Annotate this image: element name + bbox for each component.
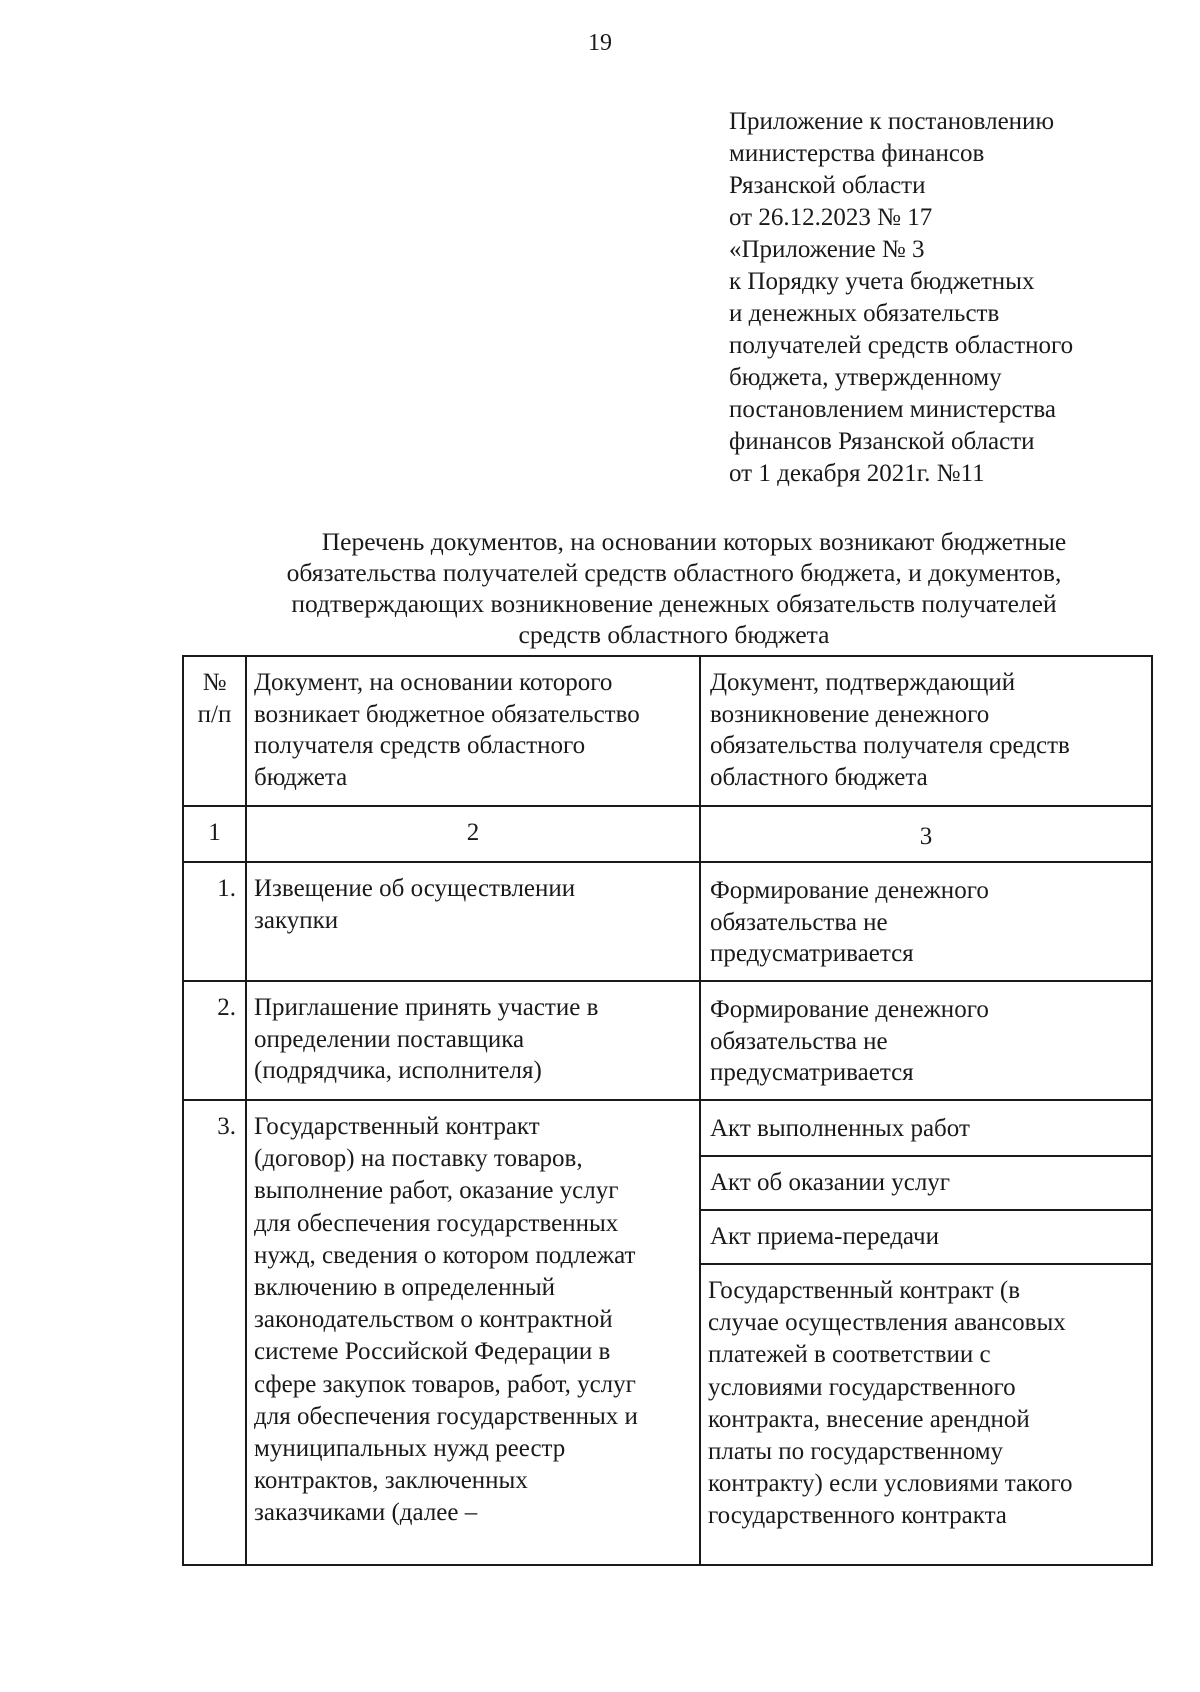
row-document [254, 1111, 638, 1530]
appendix-line: к Порядку учета бюджетных [729, 268, 1035, 295]
table-border [182, 980, 1153, 982]
table-border [245, 655, 247, 1566]
appendix-line: от 26.12.2023 № 17 [729, 204, 933, 231]
cell-text: контракту) если условиями такого [708, 1470, 1073, 1498]
appendix-line: и денежных обязательств [729, 300, 1000, 327]
cell-text: платежей в соответствии с [708, 1341, 991, 1369]
cell-text: Формирование денежного [710, 877, 989, 904]
table-border [699, 655, 701, 1566]
title-line: обязательства получателей средств областного бюджета, и документов, [286, 558, 1062, 587]
appendix-line: бюджета, утвержденному [729, 364, 1002, 391]
cell-text: условиями государственного [708, 1373, 1016, 1401]
document-title [214, 526, 1134, 650]
header-number [184, 667, 245, 731]
row-confirmation [710, 1113, 970, 1145]
cell-text: предусматривается [710, 940, 914, 967]
cell-text: (договор) на поставку товаров, [254, 1145, 583, 1173]
table-border [182, 805, 1153, 807]
header-confirmation [710, 667, 1070, 793]
cell-text: платы по государственному [708, 1438, 1004, 1466]
header-text: п/п [197, 701, 232, 728]
cell-text: муниципальных нужд реестр [254, 1435, 566, 1463]
header-text: № [202, 669, 227, 696]
row-number: 1. [217, 875, 236, 902]
cell-text: контракта, внесение арендной [708, 1405, 1030, 1433]
header-text: Документ, на основании которого [254, 669, 613, 696]
header-text: возникает бюджетное обязательство [254, 700, 640, 728]
title-line: подтверждающих возникновение денежных обязательств получателей [291, 589, 1057, 618]
column-number: 1 [208, 819, 221, 846]
appendix-line: от 1 декабря 2021г. №11 [729, 460, 985, 487]
row-confirmation [708, 1275, 1073, 1533]
row-confirmation [710, 875, 989, 970]
appendix-line: Рязанской области [729, 172, 926, 199]
page-number: 19 [588, 30, 612, 56]
table-border [182, 1099, 1153, 1101]
cell-text: нужд, сведения о котором подлежат [254, 1241, 636, 1269]
table-border [182, 655, 1153, 657]
cell-text: заказчиками (далее – [254, 1499, 478, 1527]
row-confirmation [710, 1221, 939, 1253]
cell-text: Извещение об осуществлении [254, 875, 576, 902]
cell-text: Государственный контракт (в [708, 1277, 1021, 1304]
appendix-line: финансов Рязанской области [729, 428, 1035, 455]
cell-text: Акт об оказании услуг [710, 1169, 951, 1196]
cell-text: системе Российской Федерации в [254, 1338, 611, 1366]
appendix-line: министерства финансов [729, 140, 985, 167]
cell-text: (подрядчика, исполнителя) [254, 1057, 542, 1084]
table-border [699, 1263, 1153, 1265]
cell-text: закупки [254, 906, 339, 934]
table-border [182, 861, 1153, 863]
row-document [254, 873, 575, 936]
cell-text: включению в определенный [254, 1274, 556, 1302]
header-text: возникновение денежного [710, 700, 990, 728]
cell-text: определении поставщика [254, 1025, 525, 1053]
cell-text: Акт приема-передачи [710, 1223, 939, 1250]
appendix-line: постановлением министерства [729, 396, 1056, 423]
appendix-line: «Приложение № 3 [729, 236, 925, 263]
cell-text: предусматривается [710, 1059, 914, 1086]
table-border [699, 1155, 1153, 1157]
cell-text: контрактов, заключенных [254, 1467, 528, 1495]
row-confirmation [710, 994, 989, 1089]
cell-text: для обеспечения государственных [254, 1209, 619, 1237]
appendix-line: получателей средств областного [729, 332, 1074, 359]
appendix-note [729, 106, 1073, 490]
cell-text: законодательством о контрактной [254, 1306, 613, 1334]
header-text: обязательства получателя средств [710, 732, 1070, 759]
row-document [254, 992, 598, 1087]
column-number: 2 [466, 819, 480, 846]
header-text: Документ, подтверждающий [710, 669, 1016, 696]
table-border [699, 1209, 1153, 1211]
documents-table [182, 655, 1153, 1566]
cell-text: Формирование денежного [710, 996, 989, 1023]
cell-text: обязательства не [710, 908, 888, 936]
title-line: средств областного бюджета [518, 620, 830, 649]
cell-text: случае осуществления авансовых [708, 1309, 1066, 1337]
header-text: получателя средств областного [254, 732, 586, 759]
header-text: областного бюджета [710, 763, 928, 791]
appendix-line: Приложение к постановлению [729, 108, 1055, 135]
cell-text: государственного контракта [708, 1502, 1007, 1530]
cell-text: Государственный контракт [254, 1113, 540, 1140]
column-number: 3 [919, 823, 933, 850]
table-border [1151, 655, 1153, 1566]
cell-text: Акт выполненных работ [710, 1115, 970, 1142]
row-number: 3. [217, 1113, 236, 1140]
cell-text: Приглашение принять участие в [254, 994, 599, 1021]
row-confirmation [710, 1167, 950, 1199]
cell-text: обязательства не [710, 1027, 888, 1055]
header-document [254, 667, 640, 793]
cell-text: для обеспечения государственных и [254, 1402, 638, 1430]
cell-text: сфере закупок товаров, работ, услуг [254, 1370, 636, 1398]
cell-text: выполнение работ, оказание услуг [254, 1177, 619, 1205]
title-line: Перечень документов, на основании которых возникают бюджетные [321, 527, 1067, 556]
row-number: 2. [217, 994, 236, 1021]
table-border [182, 1564, 1153, 1566]
header-text: бюджета [254, 763, 348, 791]
